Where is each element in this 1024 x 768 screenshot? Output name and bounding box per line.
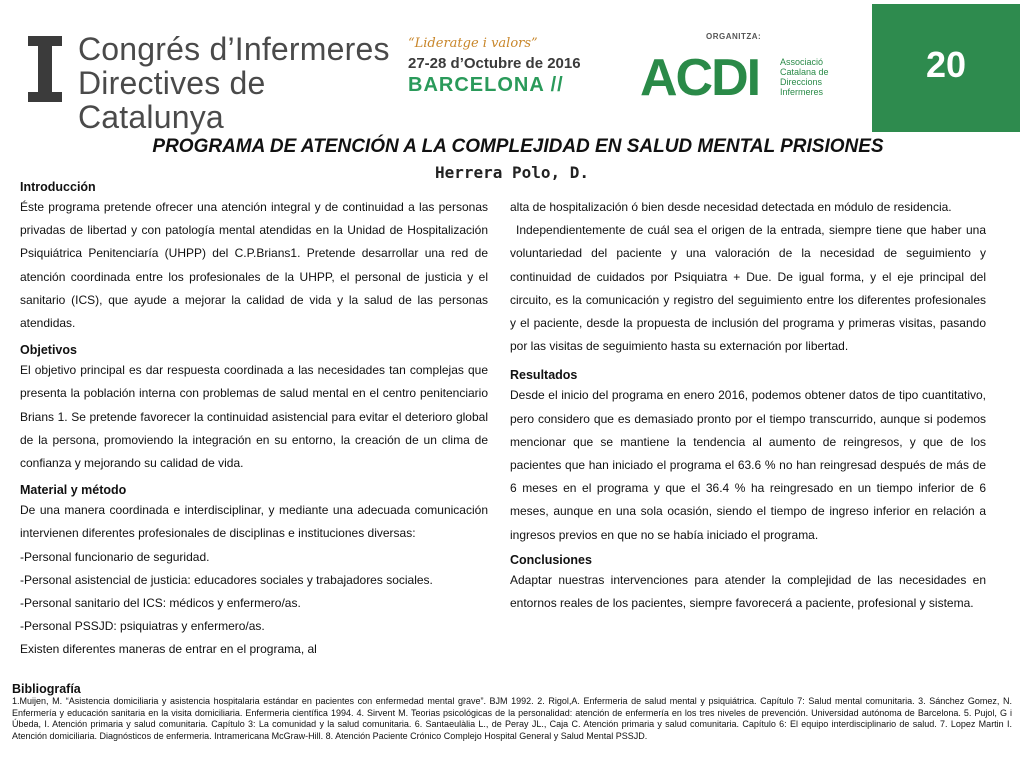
conclusiones-text: Adaptar nuestras intervenciones para atender la complejidad de las necesidades en entornos reales de los pacientes, siempre favorecerá a paciente, profesional y sistema. [510,572,986,611]
congress-dates: 27-28 d’Octubre de 2016 [408,55,581,72]
material-text: De una manera coordinada e interdisciplinar, y mediante una adecuada comunicación intervienen diferentes profesionales de disciplinas e instituciones diversas: [20,503,488,541]
continuation-text-2: Independientemente de cuál sea el origen de la entrada, siempre tiene que haber una voluntariedad del paciente y una valoración de la necesidad de seguimiento y continuidad de cuidados por Psiquiatra + Due. De igual forma, y el eje principal del circuito, es la comunicación y registro del seguimiento entre los diferentes profesionales y el paciente, desde la propuesta de inclusión del programa y primeras visitas, pasando por las visitas de seguimiento hasta su externación por libertad. [510,223,986,354]
acdi-logo: ACDI [640,49,760,107]
acdi-full-name: Associació Catalana de Direccions Infermeres [780,57,829,97]
material-item: -Personal funcionario de seguridad. [20,549,210,564]
congress-slogan: “Lideratge i valors” [408,36,538,51]
page-number-badge [872,4,1020,132]
page-title: PROGRAMA DE ATENCIÓN A LA COMPLEJIDAD EN SALUD MENTAL PRISIONES [152,136,884,157]
poster-header [0,0,1024,135]
congress-title-line2: Directives de Catalunya [78,65,266,135]
bibliography-title: Bibliografía [12,682,81,696]
bibliography [12,682,1012,742]
left-column [20,178,488,662]
bibliography-text: 1.Muijen, M. “Asistencia domiciliaria y asistencia hospitalaria estándar en pacientes con enfermedad mental grave”. BJM 1992. 2. Rigol,A. Enfermeria de salud mental y psiquiátrica. Capítulo 7: Salud mental comunitaria. 3. Sánchez Gomez, N. Enfermería y educación sanitaria en la visita domiciliaria. Enfermeria científica 1994. 4. Sirvent M. Teorias psicológicas de la personalidad: atención de enfermería en los tres niveles de prevención. Universidad autónoma de Barcelona. 5. Pujol, G i Úbeda, I. Atención primaria y salud comunitaria. Capítulo 3: La comunidad y la salud comunitaria. 6. Santaeulàlia L., de Peray JL., Caja C. Atención primaria y salud comunitaria. Capítulo 6: El equipo interdisciplinario de salud. 7. Lopez Martin I. Atención domiciliaria. Diagnósticos de enfermeria. Intramericana McGraw-Hill. 8. Atención Paciente Crónico Complejo Hospital General y Salud Mental PSSJD. [12,696,1012,741]
material-item: -Personal PSSJD: psiquiatras y enfermero/as. [20,619,265,634]
material-item: -Personal asistencial de justicia: educadores sociales y trabajadores sociales. [20,572,433,587]
material-item: -Personal sanitario del ICS: médicos y enfermero/as. [20,596,301,611]
right-column [510,196,986,615]
section-title-resultados: Resultados [510,368,578,383]
section-title-material: Material y método [20,483,127,498]
material-continuation: Existen diferentes maneras de entrar en el programa, al [20,642,317,657]
author: Herrera Polo, D. [434,163,590,182]
resultados-text: Desde el inicio del programa en enero 2016, podemos obtener datos de tipo cuantitativo, pero considero que es demasiado pronto por el tiempo transcurrido, aunque si podemos mencionar que se mantiene la tendencia al aumento de reingresos, y que de los pacientes que han iniciado el programa el 63.6 % no han reingresad después de más de 6 meses en el programa y que el 36.4 % ha reingresado en un tiempo inferior de 6 meses, aunque en una sola ocasión, siendo el tiempo de ingreso inferior en relación a ingresos previos en que no se había iniciado el programa. [510,388,986,542]
organizer-label: ORGANITZA: [706,32,762,41]
congress-logo-icon [28,36,62,102]
section-title-conclusiones: Conclusiones [510,552,592,567]
page-number: 20 [925,44,967,85]
section-title-objetivos: Objetivos [20,343,77,358]
congress-city: BARCELONA // [408,74,564,96]
objetivos-text: El objetivo principal es dar respuesta coordinada a las necesidades tan complejas que presenta la población interna con problemas de salud mental en el centro penitenciario Brians 1. Se pretende favorecer la continuidad asistencial para evitar el deterioro global de la persona, promoviendo la integración en su entorno, la creación de un clima de confianza y mejorando su calidad de vida. [20,363,488,471]
congress-title [78,32,398,134]
introduccion-text: Éste programa pretende ofrecer una atención integral y de continuidad a las personas privadas de libertad y con patología mental atendidas en la Unidad de Hospitalización Psiquiátrica Penitenciaría (UHPP) del C.P.Brians1. Pretende desarrollar una red de atención coordinada entre los profesionales de la UHPP, el personal de justicia y el sanitario (ICS), que ayude a mejorar la calidad de vida y la salud de las personas atendidas. [20,200,488,331]
congress-title-line1: Congrés d’Infermeres [78,31,390,67]
section-title-introduccion: Introducción [20,180,96,194]
continuation-text: alta de hospitalización ó bien desde necesidad detectada en módulo de residencia. [510,200,952,214]
